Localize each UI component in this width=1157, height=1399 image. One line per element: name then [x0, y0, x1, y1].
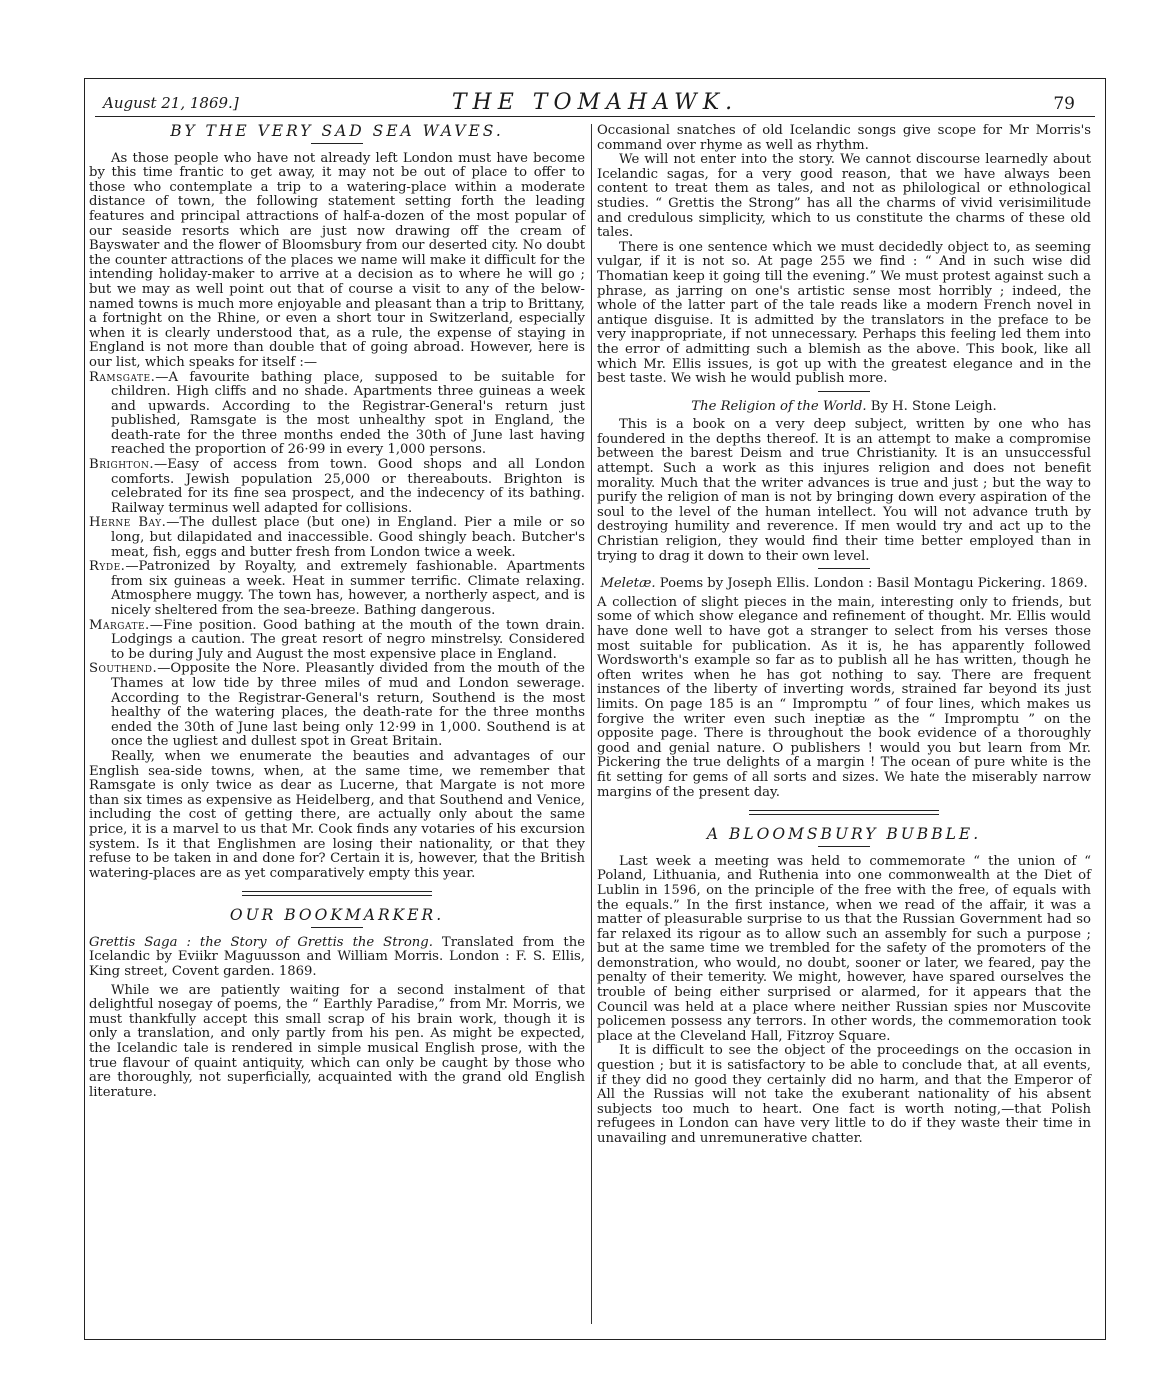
- bubble-p1: Last week a meeting was held to commemorate “ the union of “ Poland, Lithuania, and Ruthenia into one commonwealth at the Diet of Lublin in 1596, on the principle of the free with the free, of equals with the equals.” In the first instance, when we read of the affair, it was a matter of pleasurable surprise to us that the Russian Government had so far relaxed its rigour as to allow such an assembly for such a purpose ; but at the same time we trembled for the safety of the promoters of the demonstration, who would, no doubt, sooner or later, we feared, pay the penalty of their temerity. We might, however, have spared ourselves the trouble of being either surprised or alarmed, for it appears that the Council was held at a place where neither Russian spies nor Muscovite policemen possess any terrors. In other words, the commemoration took place at the Cleveland Hall, Fitzroy Square.: [597, 853, 1091, 1044]
- bottom-border: [85, 1339, 1105, 1340]
- grettis-review-body: While we are patiently waiting for a second instalment of that delightful nosegay of poems, the “ Earthly Paradise,” from Mr. Morris, we must thankfully accept this small scrap of his brain work, though it is only a translation, and only partly from his pen. As might be expected, the Icelandic tale is rendered in simple musical English prose, with the true flavour of quaint antiquity, which can only be caught by those who are thoroughly, not superficially, acquainted with the grand old English literature.: [89, 982, 585, 1100]
- religion-review-body: This is a book on a very deep subject, written by one who has foundered in the depths thereof. It is an attempt to make a compromise between the barest Deism and true Christianity. It is an unsuccessful attempt. Such a work as this injures religion and does not benefit morality. Much that the writer advances is true and just ; but the way to purify the religion of man is not by bringing down every aspiration of the soul to the level of the human intellect. You will not advance truth by destroying humility and reverence. If men would try and act up to the Christian religion, they would find their time better employed than in trying to drag it down to their own level.: [597, 417, 1091, 564]
- resort-list: [89, 371, 585, 750]
- header-title: THE TOMAHAWK.: [451, 90, 739, 115]
- grettis-review-p2: We will not enter into the story. We cannot discourse learnedly about Icelandic sagas, for a very good reason, that we have always been content to treat them as tales, and not as philological or ethnological studies. “ Grettis the Strong” has all the charms of vivid verisimilitude and credulous simplicity, which to us constitute the charms of these old tales.: [597, 152, 1091, 241]
- meletae-review-heading: Meletæ. Poems by Joseph Ellis. London : Basil Montagu Pickering. 1869.: [600, 576, 1088, 592]
- bubble-p2: It is difficult to see the object of the proceedings on the occasion in question ; but it is satisfactory to be able to conclude that, at all events, if they did no good they certainly did no harm, and that the Emperor of All the Russias will not take the exuberant nationality of his absent subjects too much to heart. One fact is worth noting,—that Polish refugees in London can have very little to do if they waste their time in unavailing and unremunerative chatter.: [597, 1043, 1091, 1146]
- seaside-article-title: BY THE VERY SAD SEA WAVES.: [170, 122, 504, 140]
- meletae-review-body: A collection of slight pieces in the main, interesting only to friends, but some of which show elegance and refinement of thought. Mr. Ellis would have done well to have got a stranger to select from his verses those most suitable for publication. As it is, he has apparently followed Wordsworth's example so far as to publish all he has written, though he often writes when he has got nothing to say. There are frequent instances of the liberty of inverting words, strained far beyond its just limits. On page 185 is an “ Impromptu ” of four lines, which makes us forgive the writer even such ineptiæ as the “ Impromptu ” on the opposite page. There is throughout the book evidence of a thoroughly good and genial nature. O publishers ! would you but learn from Mr. Pickering the true delights of a margin ! The ocean of pure white is the fit setting for gems of all sorts and sizes. We hate the miserably narrow margins of the present day.: [597, 594, 1091, 800]
- title-rule: [311, 927, 363, 928]
- grettis-review-p3: There is one sentence which we must decidedly object to, as seeming vulgar, if it is not so. At page 255 we find : “ And in such wise did Thomatian keep it going till the evening.” We must protest against such a phrase, as jarring on one's artistic sense most horribly ; indeed, the whole of the latter part of the tale reads like a modern French novel in antique disguise. It is admitted by the translators in the preface to be very inappropriate, if not unnecessary. Perhaps this feeling led them into the error of admitting such a blemish as the above. This book, like all which Mr. Ellis issues, is got up with the greatest elegance and in the best taste. We wish he would publish more.: [597, 239, 1091, 387]
- list-item: Ramsgate.—A favourite bathing place, supposed to be suitable for children. High cliffs and no shade. Apartments three guineas a week and upwards. According to the Registrar-General's return just published, Ramsgate is the most unhealthy spot in England, the death-rate for the three months ended the 30th of June last having reached the proportion of 26·99 in every 1,000 persons.: [89, 369, 585, 458]
- list-item: Margate.—Fine position. Good bathing at the mouth of the town drain. Lodgings a caution. The great resort of negro minstrelsy. Considered to be during July and August the most expensive place in England.: [89, 617, 585, 662]
- list-item: Southend.—Opposite the Nore. Pleasantly divided from the mouth of the Thames at low tide by three miles of mud and London sewerage. According to the Registrar-General's return, Southend is the most healthy of the watering places, the death-rate for the three months ended the 30th of June last being only 12·99 in 1,000. Southend is at once the ugliest and dullest spot in Great Britain.: [89, 661, 585, 750]
- top-border: [85, 78, 1105, 79]
- section-divider: [749, 810, 939, 815]
- religion-review-heading: The Religion of the World. By H. Stone Leigh.: [691, 398, 997, 414]
- page-header: [93, 90, 1097, 118]
- review-rule: [818, 568, 870, 569]
- header-rule: [95, 116, 1095, 117]
- section-divider: [242, 891, 432, 896]
- title-rule: [311, 143, 363, 144]
- bubble-article-title: A BLOOMSBURY BUBBLE.: [706, 825, 982, 844]
- header-date: August 21, 1869.]: [103, 94, 239, 112]
- grettis-review-continued: Occasional snatches of old Icelandic songs give scope for Mr Morris's command over rhyme as well as rhythm.: [597, 123, 1091, 153]
- newspaper-page: [84, 78, 1106, 1340]
- left-column: [89, 124, 585, 1100]
- column-divider: [591, 124, 592, 1324]
- title-rule: [818, 846, 870, 847]
- seaside-intro: As those people who have not already left London must have become by this time frantic to get away, it may not be out of place to offer to those who contemplate a trip to a watering-place within a moderate distance of town, the following statement setting forth the leading features and principal attractions of half-a-dozen of the most popular of our seaside resorts which are just now drawing off the cream of Bayswater and the flower of Bloomsbury from our deserted city. No doubt the counter attractions of the places we name will make it difficult for the intending holiday-maker to arrive at a decision as to where he will go ; but we may as well point out that of course a visit to any of the below-named towns is much more enjoyable and pleasant than a trip to Brittany, a fortnight on the Rhine, or even a short tour in Switzerland, especially when it is clearly understood that, as a rule, the expense of staying in England is not more than double that of going abroad. However, here is our list, which speaks for itself :—: [89, 150, 585, 370]
- list-item: Brighton.—Easy of access from town. Good shops and all London comforts. Jewish population 25,000 or thereabouts. Brighton is celebrated for its fine sea prospect, and the indecency of its bathing. Railway terminus well adapted for collisions.: [89, 457, 585, 516]
- right-column: [597, 124, 1091, 1147]
- bookmarker-title: OUR BOOKMARKER.: [229, 906, 445, 925]
- grettis-review-heading: Grettis Saga : the Story of Grettis the Strong. Translated from the Icelandic by Eviikr Maguusson and William Morris. London : F. S. Ellis, King street, Covent garden. 1869.: [89, 934, 585, 980]
- list-item: Ryde.—Patronized by Royalty, and extremely fashionable. Apartments from six guineas a week. Heat in summer terrific. Climate relaxing. Atmosphere muggy. The town has, however, a northerly aspect, and is nicely sheltered from the sea-breeze. Bathing dangerous.: [89, 559, 585, 618]
- list-item: Herne Bay.—The dullest place (but one) in England. Pier a mile or so long, but dilapidated and inaccessible. Good shingly beach. Butcher's meat, fish, eggs and butter fresh from London twice a week.: [89, 515, 585, 560]
- seaside-closing: Really, when we enumerate the beauties and advantages of our English sea-side towns, when, at the same time, we remember that Ramsgate is only twice as dear as Lucerne, that Margate is not more than six times as expensive as Heidelberg, and that Southend and Venice, including the cost of getting there, are actually only about the same price, it is a marvel to us that Mr. Cook finds any votaries of his excursion system. Is it that Englishmen are losing their nationality, or that they refuse to be taken in and done for? Certain it is, however, that the British watering-places are as yet comparatively empty this year.: [89, 748, 585, 881]
- header-page-number: 79: [1053, 94, 1075, 114]
- review-rule: [818, 391, 870, 392]
